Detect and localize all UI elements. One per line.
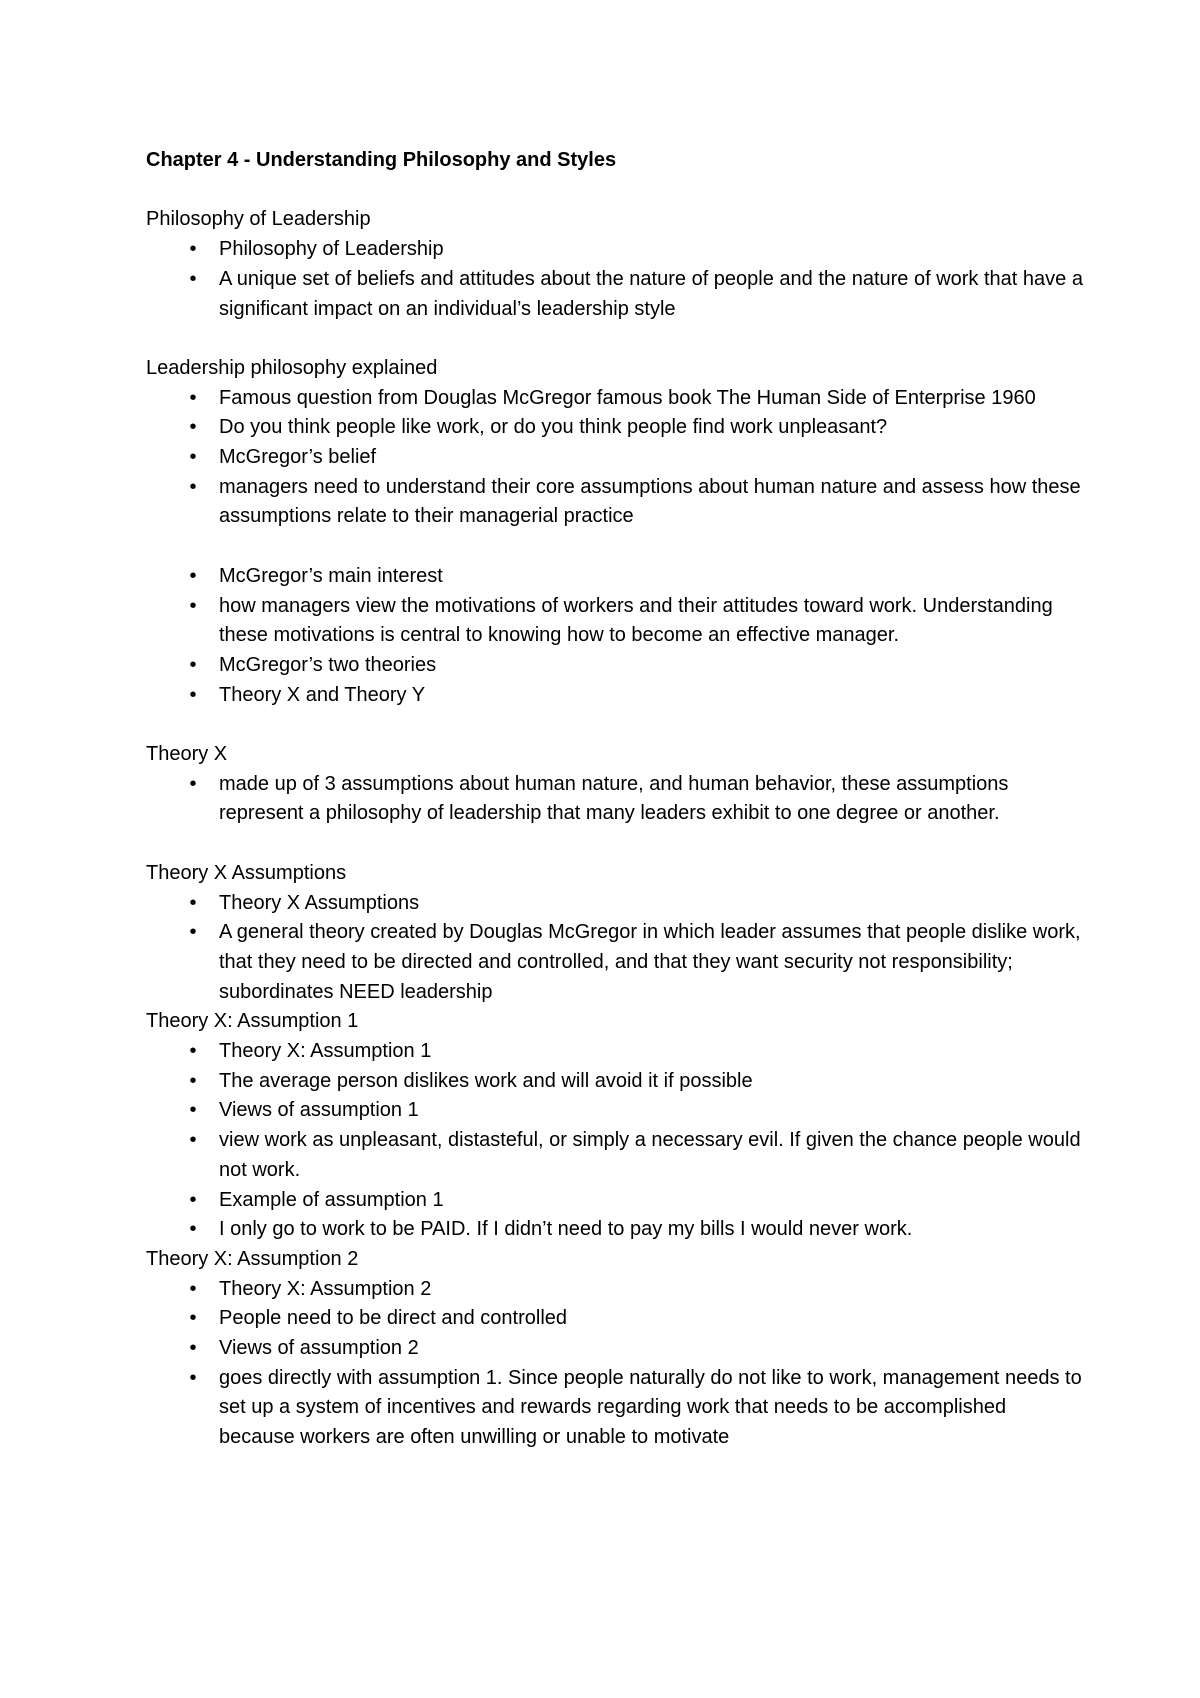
list-item: [146, 473, 1086, 532]
list-item-text: Theory X: Assumption 2: [219, 1277, 432, 1300]
bullet-icon: •: [189, 1337, 197, 1360]
list-item: [146, 1215, 1086, 1245]
list-item: [146, 384, 1086, 414]
section-theory-x: [146, 740, 1086, 829]
section-heading: Theory X: Assumption 1: [146, 1010, 359, 1033]
section-philosophy-of-leadership: [146, 205, 1086, 324]
bullet-list: [146, 889, 1086, 1008]
list-item-text: Views of assumption 2: [219, 1337, 419, 1360]
list-item-text: Theory X: Assumption 1: [219, 1040, 432, 1063]
section-heading: Theory X: [146, 743, 228, 765]
bullet-list: [146, 1037, 1086, 1245]
bullet-icon: •: [189, 564, 197, 587]
list-item: [146, 889, 1086, 919]
list-item: [146, 1126, 1086, 1185]
list-item-text: Philosophy of Leadership: [219, 238, 444, 261]
list-item: [146, 443, 1086, 473]
list-item: [146, 681, 1086, 711]
list-item: [146, 592, 1086, 651]
list-item: [146, 1186, 1086, 1216]
bullet-icon: •: [189, 475, 197, 498]
bullet-icon: •: [189, 1188, 197, 1211]
bullet-icon: •: [189, 1129, 197, 1152]
bullet-icon: •: [189, 238, 197, 261]
list-item-text: made up of 3 assumptions about human nature, and human behavior, these assumptions represent a philosophy of leadership that many leaders exhibit to one degree or another.: [219, 772, 1009, 825]
list-item: [146, 770, 1086, 829]
list-item-text: managers need to understand their core assumptions about human nature and assess how these assumptions relate to their managerial practice: [219, 475, 1081, 528]
list-item: [146, 1334, 1086, 1364]
bullet-icon: •: [189, 1218, 197, 1241]
section-theory-x-assumption-2: [146, 1245, 1086, 1453]
bullet-icon: •: [189, 386, 197, 409]
list-item-text: Theory X and Theory Y: [219, 683, 426, 706]
list-item: [146, 235, 1086, 265]
list-item-text: The average person dislikes work and will avoid it if possible: [219, 1069, 753, 1092]
bullet-list: [146, 235, 1086, 324]
bullet-icon: •: [189, 772, 197, 795]
bullet-icon: •: [189, 1099, 197, 1122]
section-heading: Leadership philosophy explained: [146, 356, 438, 379]
list-item: [146, 562, 1086, 592]
bullet-icon: •: [189, 1366, 197, 1389]
list-item-text: goes directly with assumption 1. Since people naturally do not like to work, management needs to set up a system of incentives and rewards regarding work that needs to be accomplished because workers are often unwilling or unable to motivate: [219, 1366, 1082, 1449]
list-item-text: I only go to work to be PAID. If I didn’t need to pay my bills I would never work.: [219, 1218, 913, 1241]
section-heading: Philosophy of Leadership: [146, 208, 371, 231]
section-theory-x-assumptions: [146, 859, 1086, 1008]
bullet-icon: •: [189, 653, 197, 676]
list-item-text: A general theory created by Douglas McGregor in which leader assumes that people dislike work, that they need to be directed and controlled, and that they want security not responsibility; subordinates NEED leadership: [219, 921, 1081, 1003]
bullet-icon: •: [189, 594, 197, 617]
list-item: [146, 1096, 1086, 1126]
section-leadership-philosophy-explained: [146, 354, 1086, 710]
bullet-icon: •: [189, 891, 197, 914]
page-title: Chapter 4 - Understanding Philosophy and Styles: [146, 149, 617, 171]
list-item-text: A unique set of beliefs and attitudes about the nature of people and the nature of work that have a significant impact on an individual’s leadership style: [219, 267, 1083, 320]
list-item: [146, 918, 1086, 1007]
bullet-icon: •: [189, 267, 197, 290]
bullet-icon: •: [189, 416, 197, 439]
section-heading: Theory X: Assumption 2: [146, 1247, 359, 1270]
list-item-text: McGregor’s two theories: [219, 653, 437, 676]
bullet-icon: •: [189, 683, 197, 706]
bullet-list: [146, 1275, 1086, 1453]
list-item-text: Example of assumption 1: [219, 1188, 444, 1211]
list-item: [146, 1037, 1086, 1067]
list-item: [146, 1364, 1086, 1453]
bullet-list: [146, 384, 1086, 711]
list-item-text: Views of assumption 1: [219, 1099, 419, 1122]
bullet-list: [146, 770, 1086, 829]
list-item-text: McGregor’s belief: [219, 446, 377, 468]
list-item: [146, 1067, 1086, 1097]
bullet-icon: •: [189, 1040, 197, 1063]
list-item: [146, 1275, 1086, 1305]
list-item-text: view work as unpleasant, distasteful, or simply a necessary evil. If given the chance people would not work.: [219, 1129, 1081, 1181]
document-page: [146, 146, 1086, 1453]
list-item: [146, 1304, 1086, 1334]
list-item-text: Do you think people like work, or do you think people find work unpleasant?: [219, 416, 888, 439]
list-item-text: Famous question from Douglas McGregor famous book The Human Side of Enterprise 1960: [219, 386, 1036, 409]
list-item-text: Theory X Assumptions: [219, 891, 420, 914]
list-item-text: People need to be direct and controlled: [219, 1307, 568, 1330]
list-item: [146, 265, 1086, 324]
list-item: [146, 413, 1086, 443]
list-item-text: how managers view the motivations of workers and their attitudes toward work. Understanding these motivations is central to knowing how to become an effective manager.: [219, 594, 1053, 647]
bullet-icon: •: [189, 446, 197, 468]
list-item: [146, 651, 1086, 681]
bullet-icon: •: [189, 921, 197, 944]
bullet-icon: •: [189, 1307, 197, 1330]
section-theory-x-assumption-1: [146, 1007, 1086, 1245]
bullet-icon: •: [189, 1069, 197, 1092]
bullet-icon: •: [189, 1277, 197, 1300]
list-item-text: McGregor’s main interest: [219, 564, 443, 587]
section-heading: Theory X Assumptions: [146, 861, 347, 884]
